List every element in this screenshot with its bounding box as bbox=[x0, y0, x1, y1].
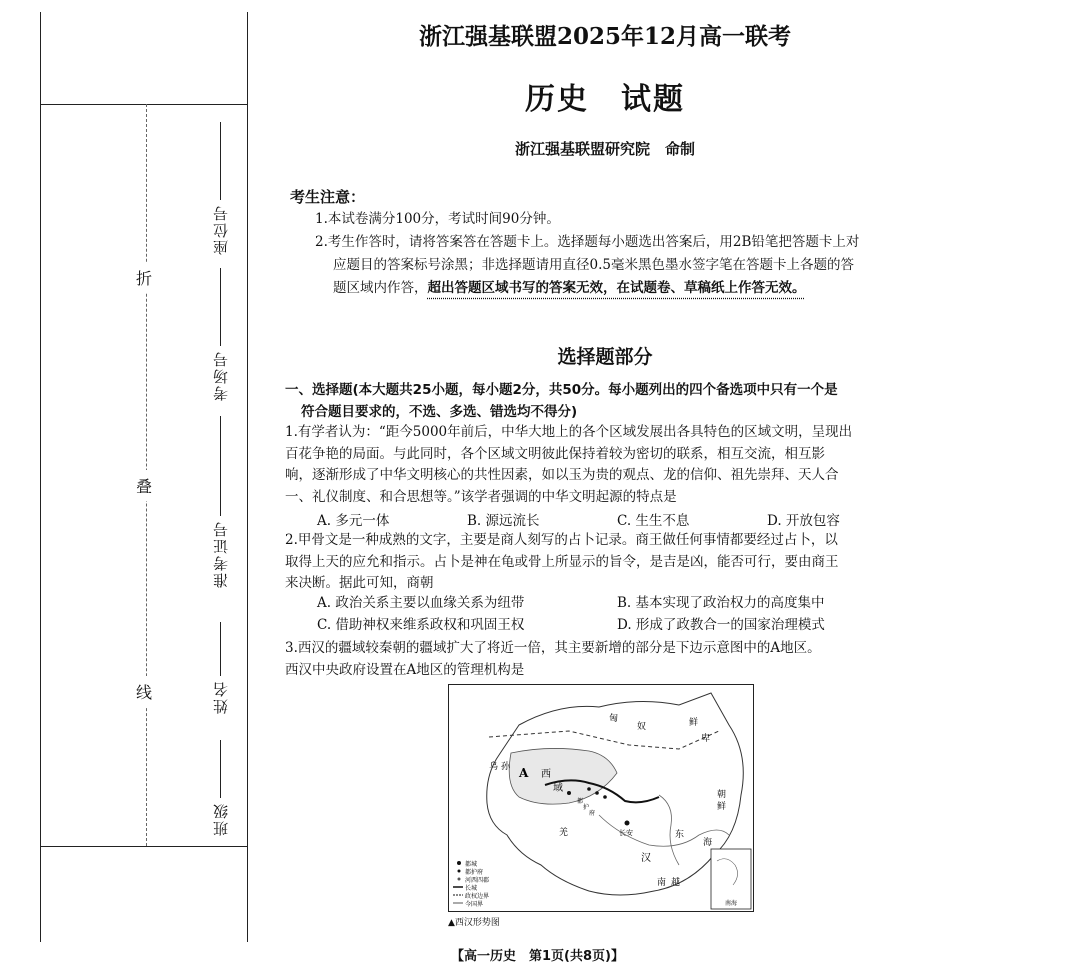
subject-title: 历史 试题 bbox=[525, 82, 685, 117]
question-3 bbox=[285, 638, 915, 681]
map-capital-dot bbox=[625, 821, 630, 826]
map-label-western-2: 域 bbox=[553, 783, 563, 794]
exam-title: 浙江强基联盟2025年12月高一联考 bbox=[418, 23, 792, 50]
part1-heading-line1: 一、选择题(本大题共25小题，每小题2分，共50分。每小题列出的四个备选项中只有一个是 bbox=[285, 382, 838, 398]
legend-great-wall: 长城 bbox=[465, 885, 478, 892]
map-label-east: 东 bbox=[675, 830, 685, 840]
q1-option-d[interactable]: D. 开放包容 bbox=[767, 513, 840, 529]
binding-divider-bottom bbox=[40, 846, 248, 847]
map-label-sea: 海 bbox=[703, 838, 713, 848]
part1-heading bbox=[285, 380, 915, 423]
q2-option-a[interactable]: A. 政治关系主要以血缘关系为纽带 bbox=[317, 595, 525, 611]
map-label-duhu-2: 护 bbox=[583, 804, 590, 811]
exam-room-label: 考场号 bbox=[211, 350, 230, 401]
map-political-boundary bbox=[489, 731, 719, 749]
q2-line1: 2.甲骨文是一种成熟的文字，主要是商人刻写的占卜记录。商王做任何事情都要经过占卜，以 bbox=[285, 532, 838, 548]
binding-divider-top bbox=[40, 104, 248, 105]
binding-margin bbox=[0, 0, 248, 975]
question-2 bbox=[285, 530, 915, 595]
name-label: 姓名 bbox=[211, 680, 230, 714]
q2-line3: 来决断。据此可知，商朝 bbox=[285, 575, 434, 591]
q1-line1: 1.有学者认为：“距今5000年前后，中华大地上的各个区域发展出各具特色的区域文明，呈现出 bbox=[285, 424, 853, 440]
map-label-wusun-1: 乌 bbox=[489, 762, 499, 772]
map-label-xianbei-1: 鲜 bbox=[689, 718, 699, 728]
seat-number-label: 座位号 bbox=[211, 204, 230, 255]
q3-line2: 西汉中央政府设置在A地区的管理机构是 bbox=[285, 661, 525, 678]
notice-item-2b: 应题目的答案标号涂黑；非选择题请用直径0.5毫米黑色墨水签字笔在答题卡上各题的答 bbox=[333, 257, 854, 273]
map-label-duhu-3: 府 bbox=[589, 810, 596, 817]
class-label: 班级 bbox=[211, 802, 230, 836]
q2-option-b[interactable]: B. 基本实现了政治权力的高度集中 bbox=[617, 595, 825, 611]
page-footer: 【高一历史 第1页(共8页)】 bbox=[451, 949, 624, 964]
fold-char-3: 线 bbox=[136, 676, 152, 707]
legend-hexi: 河西四郡 bbox=[465, 877, 490, 884]
legend-modern-border: 今国界 bbox=[465, 901, 484, 908]
notice-item-2c: 题区域内作答， bbox=[333, 280, 428, 296]
map-label-han: 汉 bbox=[641, 853, 651, 864]
exam-room-field[interactable] bbox=[205, 268, 235, 405]
fold-char-2: 叠 bbox=[136, 470, 152, 501]
q1-option-a[interactable]: A. 多元一体 bbox=[317, 513, 390, 529]
fold-char-1: 折 bbox=[136, 262, 152, 293]
legend-protectorate: 都护府 bbox=[465, 869, 484, 876]
admission-number-label: 准考证号 bbox=[211, 520, 230, 588]
q2-option-d[interactable]: D. 形成了政教合一的国家治理模式 bbox=[617, 616, 825, 633]
q3-line1: 3.西汉的疆域较秦朝的疆域扩大了将近一倍，其主要新增的部分是下边示意图中的A地区。 bbox=[285, 640, 821, 656]
map-label-duhu-1: 都 bbox=[577, 798, 584, 805]
q1-line4: 一、礼仪制度、和合思想等。”该学者强调的中华文明起源的特点是 bbox=[285, 488, 677, 505]
map-label-xiongnu-1: 匈 bbox=[609, 714, 619, 724]
map-caption: ▲西汉形势图 bbox=[448, 918, 500, 928]
q2-option-c[interactable]: C. 借助神权来维系政权和巩固王权 bbox=[317, 616, 525, 633]
q1-line3: 响，逐渐形成了中华文明核心的共性因素，如以玉为贵的观点、龙的信仰、祖先崇拜、天人合 bbox=[285, 467, 839, 483]
map-protectorate-dot bbox=[567, 791, 571, 795]
map-label-western-1: 西 bbox=[541, 769, 551, 780]
notice-item-2a: 2.考生作答时，请将答案答在答题卡上。选择题每小题选出答案后，用2B铅笔把答题卡上对 bbox=[315, 234, 860, 250]
map-label-nanyue-1: 南 bbox=[657, 878, 667, 888]
section-title: 选择题部分 bbox=[557, 346, 653, 368]
maker-line: 浙江强基联盟研究院 命制 bbox=[514, 140, 695, 158]
notice-item-1: 1.本试卷满分100分，考试时间90分钟。 bbox=[315, 211, 560, 227]
seat-number-field[interactable] bbox=[205, 122, 235, 259]
q1-options bbox=[317, 509, 917, 529]
name-field[interactable] bbox=[205, 622, 235, 718]
notice-warning: 超出答题区域书写的答案无效，在试题卷、草稿纸上作答无效。 bbox=[427, 280, 806, 296]
map-label-wusun-2: 孙 bbox=[501, 762, 511, 772]
class-field[interactable] bbox=[205, 740, 235, 840]
binding-border-left bbox=[40, 12, 41, 942]
notice-body bbox=[315, 208, 915, 300]
map-label-korea-1: 朝 bbox=[717, 790, 727, 800]
inset-label: 南海 bbox=[725, 900, 738, 907]
binding-border-right bbox=[247, 12, 248, 942]
q1-option-c[interactable]: C. 生生不息 bbox=[617, 513, 690, 529]
map-label-xianbei-2: 卑 bbox=[701, 734, 711, 744]
western-han-map bbox=[448, 684, 754, 912]
map-label-a: A bbox=[519, 766, 529, 780]
legend-capital: 都城 bbox=[465, 861, 478, 868]
map-label-xiongnu-2: 奴 bbox=[637, 722, 647, 732]
map-legend bbox=[453, 860, 489, 908]
admission-number-field[interactable] bbox=[205, 416, 235, 592]
map-graphic bbox=[449, 685, 753, 911]
q2-line2: 取得上天的应允和指示。占卜是神在龟或骨上所显示的旨令，是吉是凶，能否可行，要由商王 bbox=[285, 553, 839, 570]
part1-heading-line2: 符合题目要求的，不选、多选、错选均不得分) bbox=[301, 403, 578, 420]
map-label-korea-2: 鲜 bbox=[717, 802, 727, 812]
q1-option-b[interactable]: B. 源远流长 bbox=[467, 513, 540, 529]
map-label-qiang: 羌 bbox=[559, 828, 569, 838]
q1-line2: 百花争艳的局面。与此同时，各个区域文明彼此保持着较为密切的联系，相互交流，相互影 bbox=[285, 445, 825, 462]
map-inset bbox=[711, 849, 751, 909]
notice-heading: 考生注意： bbox=[290, 188, 366, 206]
question-1 bbox=[285, 422, 915, 508]
map-label-changan: 长安 bbox=[619, 829, 633, 837]
q2-options bbox=[317, 593, 917, 636]
map-label-nanyue-2: 越 bbox=[671, 878, 681, 888]
legend-boundary: 政权边界 bbox=[465, 893, 490, 900]
